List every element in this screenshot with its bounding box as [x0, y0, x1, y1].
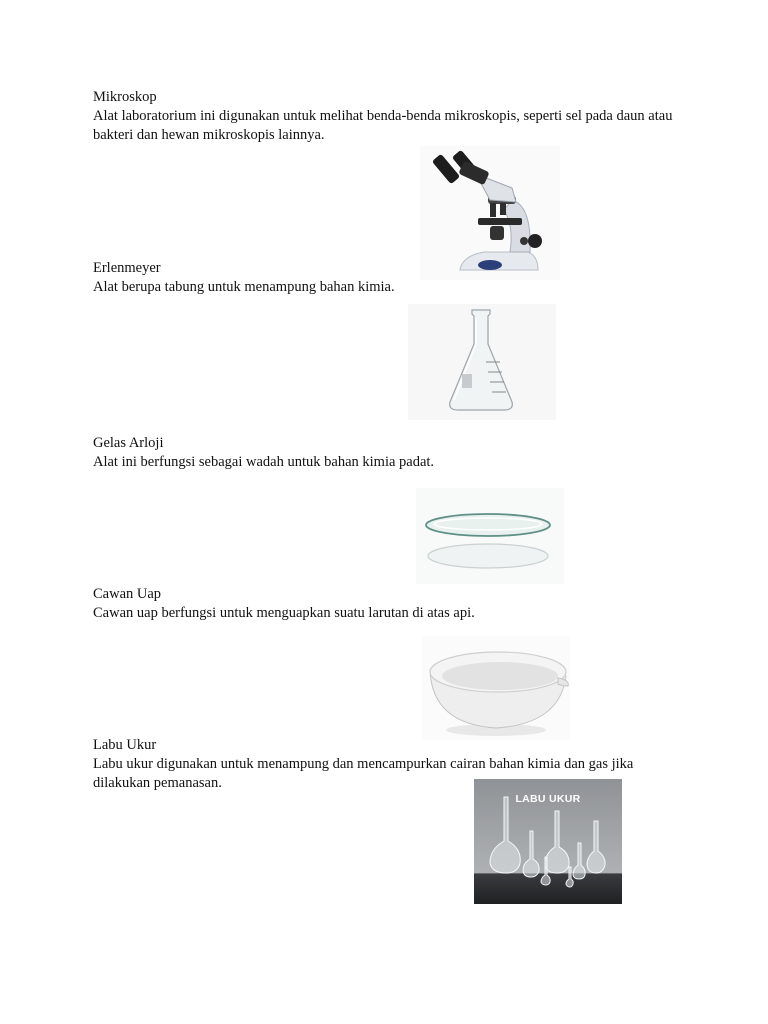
section-description: Alat berupa tabung untuk menampung bahan kimia.: [93, 279, 395, 295]
erlenmeyer-flask-image: [408, 304, 556, 420]
section-title: Labu Ukur: [93, 737, 157, 753]
section-title: Cawan Uap: [93, 586, 162, 602]
section-description: Labu ukur digunakan untuk menampung dan mencampurkan cairan bahan kimia dan gas jika dilakukan pemanasan.: [93, 756, 634, 791]
section-cawan-uap: [93, 585, 693, 623]
section-description: Alat ini berfungsi sebagai wadah untuk bahan kimia padat.: [93, 454, 435, 470]
section-erlenmeyer: [93, 259, 693, 297]
section-title: Mikroskop: [93, 89, 157, 105]
volumetric-flask-image: [474, 779, 622, 904]
section-mikroskop: [93, 88, 693, 145]
watch-glass-image: [416, 488, 564, 584]
evaporating-dish-image: [422, 636, 570, 740]
section-description: Alat laboratorium ini digunakan untuk melihat benda-benda mikroskopis, seperti sel pada daun atau bakteri dan hewan mikroskopis lainnya.: [93, 108, 673, 143]
section-gelas-arloji: [93, 434, 693, 472]
photo-caption: LABU UKUR: [515, 793, 581, 805]
section-description: Cawan uap berfungsi untuk menguapkan suatu larutan di atas api.: [93, 605, 475, 621]
section-title: Gelas Arloji: [93, 435, 164, 451]
section-title: Erlenmeyer: [93, 260, 161, 276]
